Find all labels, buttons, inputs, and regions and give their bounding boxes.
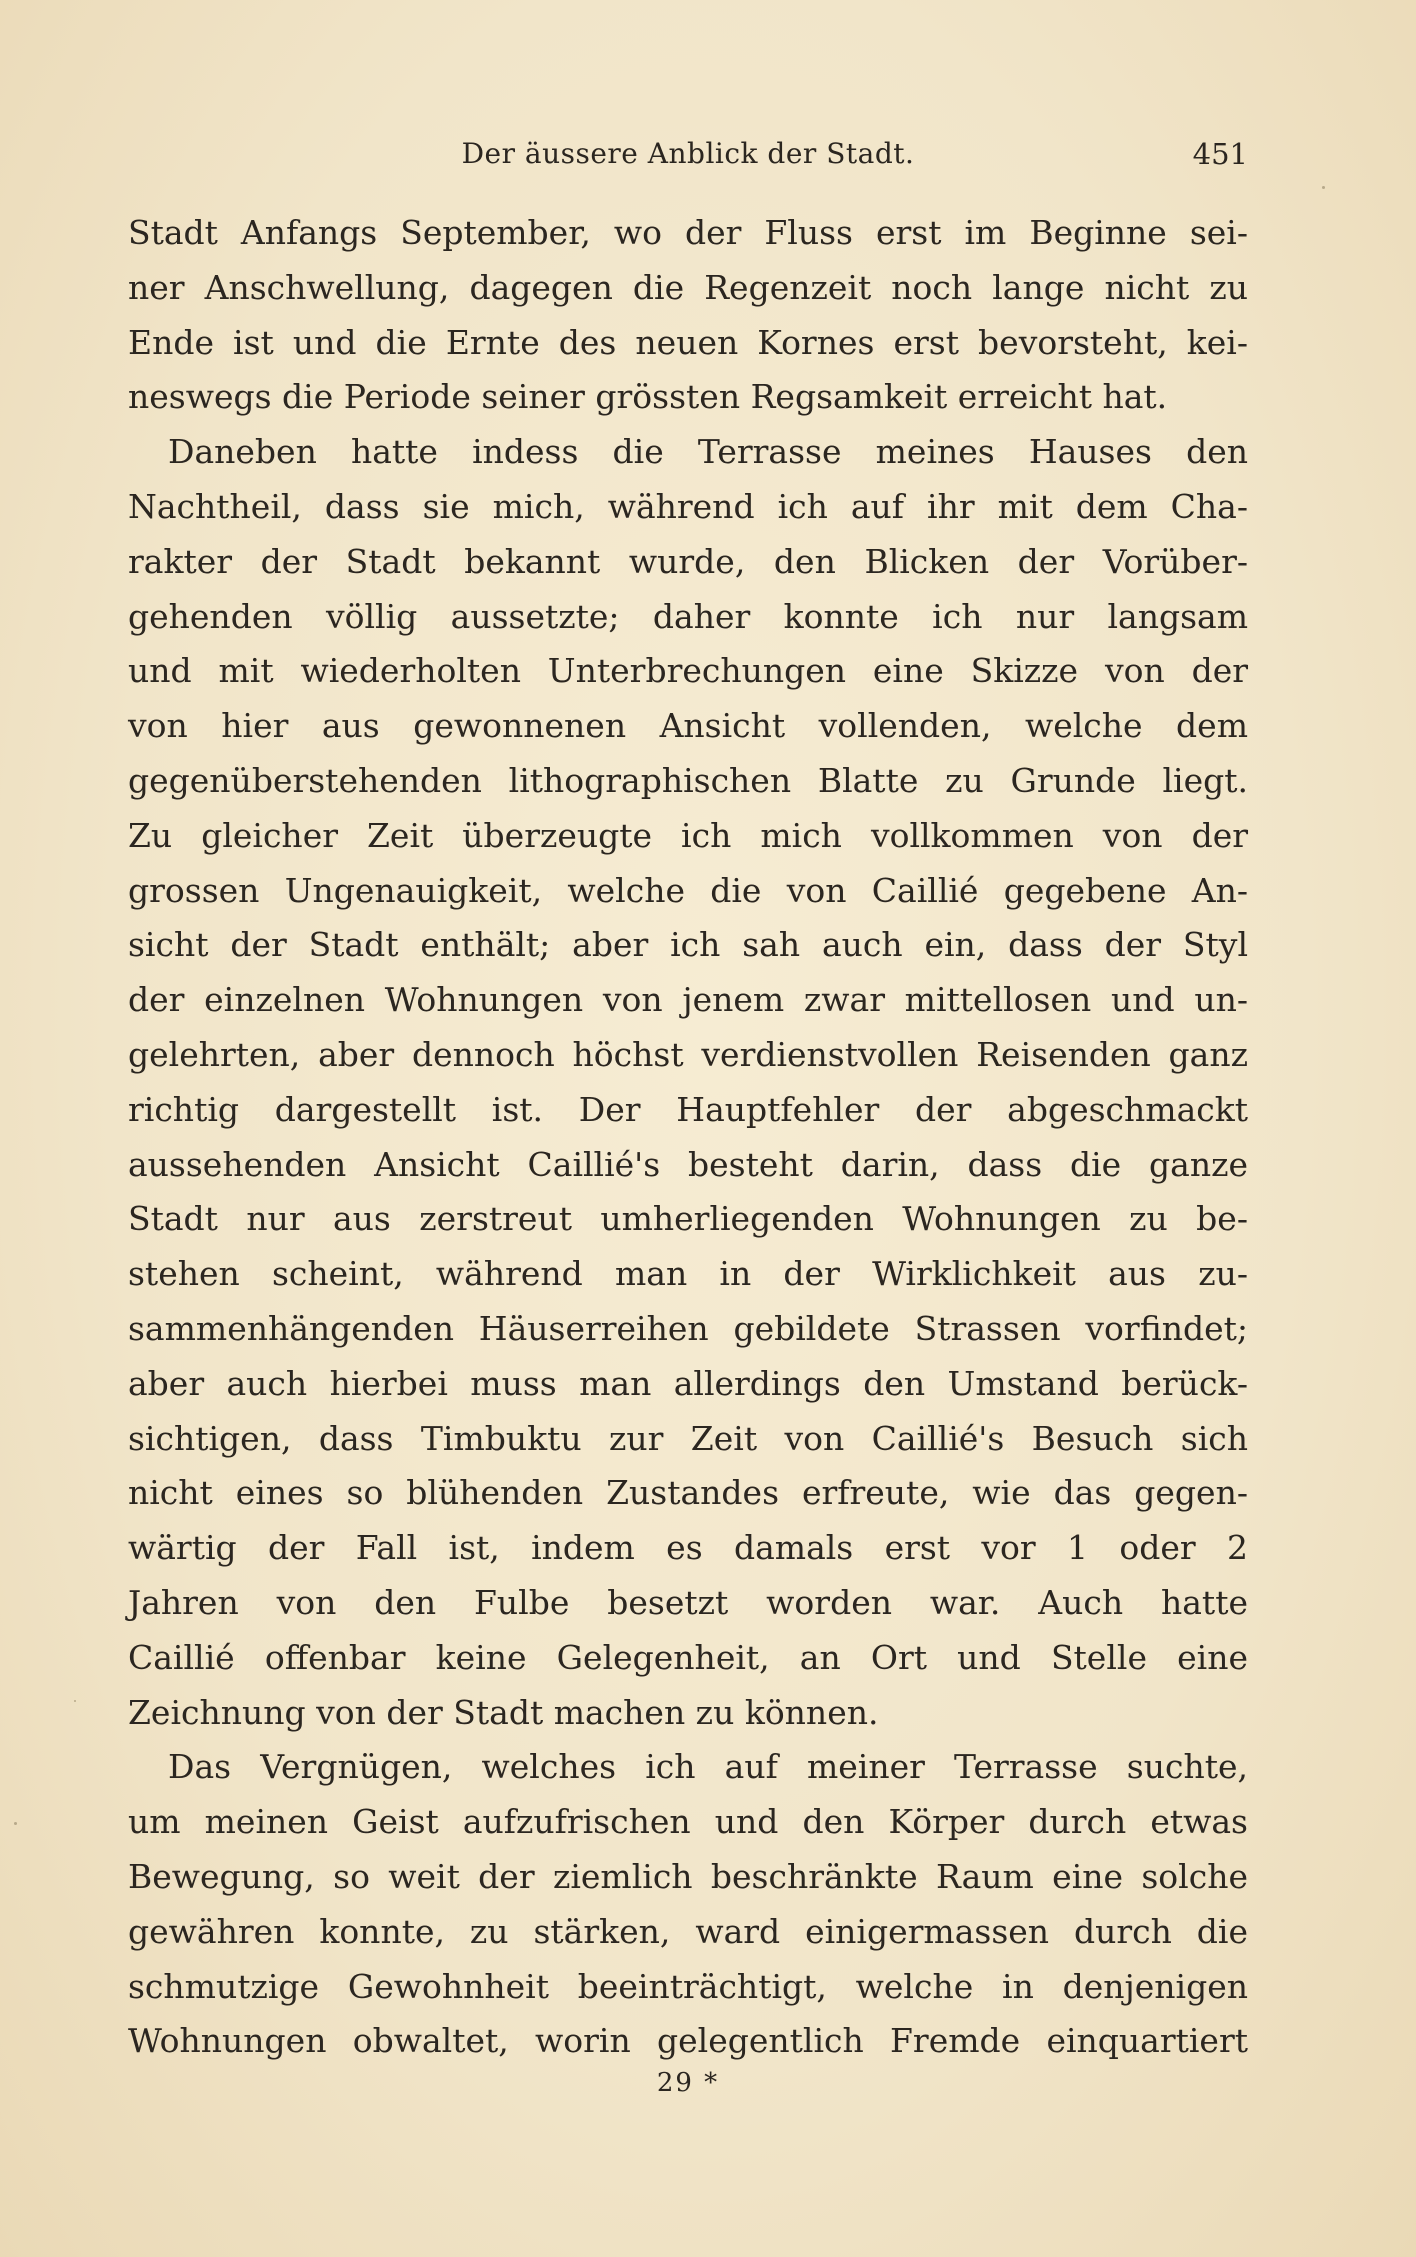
text-line: Jahren von den Fulbe besetzt worden war. Auch hatte [128,1582,1248,1622]
text-line: nicht eines so blühenden Zustandes erfreute, wie das gegen- [128,1473,1248,1513]
text-line: Stadt Anfangs September, wo der Fluss erst im Beginne sei- [128,213,1248,252]
text-line: grossen Ungenauigkeit, welche die von Caillié gegebene An- [128,870,1248,910]
text-line: Wohnungen obwaltet, worin gelegentlich Fremde einquartiert [128,2021,1248,2061]
text-line: aussehenden Ansicht Caillié's besteht darin, dass die ganze [128,1144,1248,1184]
text-line: aber auch hierbei muss man allerdings den Umstand berück- [128,1363,1248,1403]
paper-speck [1322,186,1325,189]
text-line: Ende ist und die Ernte des neuen Kornes erst bevorsteht, kei- [128,322,1248,362]
text-line: Bewegung, so weit der ziemlich beschränkte Raum eine solche [128,1856,1248,1896]
text-line: um meinen Geist aufzufrischen und den Körper durch etwas [128,1802,1248,1842]
text-line: neswegs die Periode seiner grössten Regsamkeit erreicht hat. [128,377,1168,417]
paper-speck [74,1700,76,1702]
text-line: gehenden völlig aussetzte; daher konnte ich nur langsam [128,596,1248,636]
text-line: Das Vergnügen, welches ich auf meiner Terrasse suchte, [168,1747,1248,1787]
text-line: stehen scheint, während man in der Wirklichkeit aus zu- [128,1254,1248,1294]
text-line: von hier aus gewonnenen Ansicht vollenden, welche dem [128,706,1248,746]
text-line: Stadt nur aus zerstreut umherliegenden Wohnungen zu be- [128,1199,1248,1239]
text-line: Zeichnung von der Stadt machen zu können. [128,1692,879,1732]
text-line: gegenüberstehenden lithographischen Blatte zu Grunde liegt. [128,760,1248,800]
text-line: sicht der Stadt enthält; aber ich sah auch ein, dass der Styl [128,925,1248,965]
text-line: Nachtheil, dass sie mich, während ich auf ihr mit dem Cha- [128,486,1248,526]
text-line: Caillié offenbar keine Gelegenheit, an Ort und Stelle eine [128,1637,1248,1677]
text-line: richtig dargestellt ist. Der Hauptfehler der abgeschmackt [128,1089,1248,1129]
running-head-title: Der äussere Anblick der Stadt. [461,137,915,170]
text-line: gelehrten, aber dennoch höchst verdienstvollen Reisenden ganz [128,1034,1248,1074]
text-line: Zu gleicher Zeit überzeugte ich mich vollkommen von der [128,815,1248,855]
text-line: und mit wiederholten Unterbrechungen eine Skizze von der [128,651,1248,691]
text-line: ner Anschwellung, dagegen die Regenzeit noch lange nicht zu [128,267,1248,307]
signature-mark: 29 * [656,2068,720,2098]
text-line: sichtigen, dass Timbuktu zur Zeit von Caillié's Besuch sich [128,1418,1248,1458]
text-line: schmutzige Gewohnheit beeinträchtigt, welche in denjenigen [128,1966,1248,2006]
page-number: 451 [1192,137,1248,171]
running-head [128,132,1248,176]
text-line: Daneben hatte indess die Terrasse meines Hauses den [168,432,1248,472]
text-line: der einzelnen Wohnungen von jenem zwar mittellosen und un- [128,980,1248,1020]
text-line: sammenhängenden Häuserreihen gebildete Strassen vorfindet; [128,1308,1248,1348]
text-line: rakter der Stadt bekannt wurde, den Blicken der Vorüber- [128,541,1248,581]
text-line: gewähren konnte, zu stärken, ward einigermassen durch die [128,1911,1248,1951]
body-text [128,206,1248,2069]
paper-speck [14,1822,17,1825]
text-line: wärtig der Fall ist, indem es damals erst vor 1 oder 2 [128,1528,1248,1568]
